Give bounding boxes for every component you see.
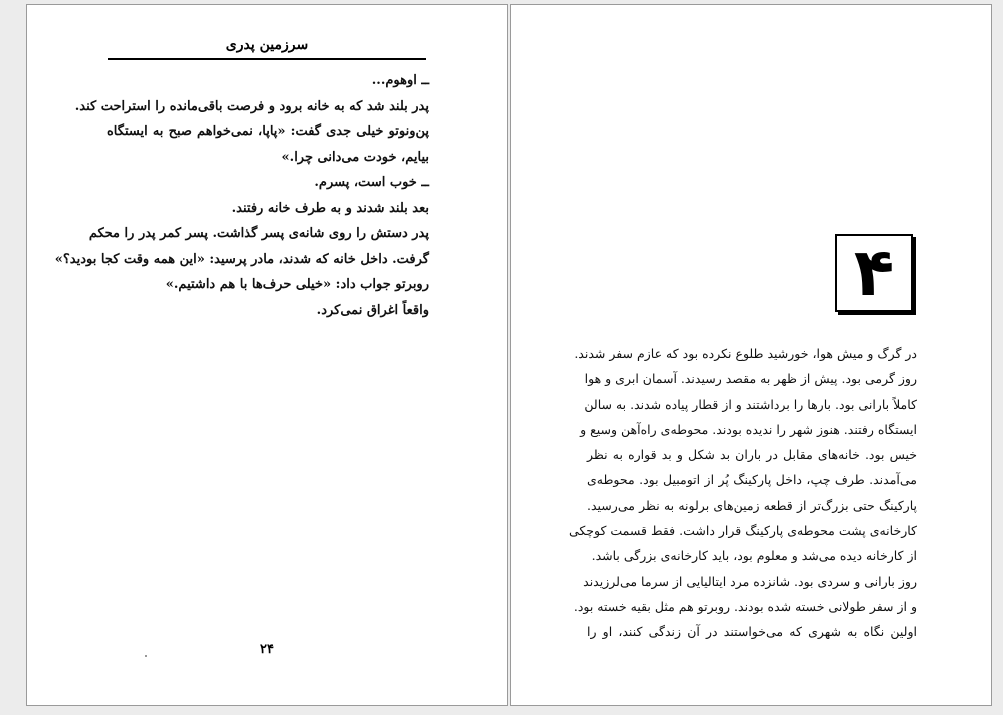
- text-line: پن‌ونوتو خیلی جدی گفت: «پاپا، نمی‌خواهم صبح به ایستگاه: [107, 124, 429, 139]
- text-line: کارخانه‌ی پشت محوطه‌ی پارکینگ قرار داشت. فقط قسمت کوچکی: [568, 523, 917, 539]
- text-line: اولین نگاه به شهری که می‌خواستند در آن زندگی کنند، او را: [587, 624, 917, 640]
- text-line: پارکینگ حتی بزرگ‌تر از قطعه زمین‌های برلونه به نظر می‌رسید.: [587, 497, 917, 513]
- chapter-number: ۴: [853, 234, 895, 311]
- text-line: پدر دستش را روی شانه‌ی پسر گذاشت. پسر کمر پدر را محکم: [88, 226, 429, 241]
- right-page: [510, 4, 992, 706]
- text-line: خیس بود. خانه‌های مقابل در باران بد شکل و بد قواره به نظر: [587, 447, 917, 463]
- left-page-text: [54, 68, 429, 323]
- text-line: در گرگ و میش هوا، خورشید طلوع نکرده بود که عازم سفر شدند.: [574, 346, 917, 361]
- header-rule: [108, 58, 426, 60]
- left-page: [26, 4, 508, 706]
- text-line: واقعاً اغراق نمی‌کرد.: [316, 302, 429, 318]
- text-line: بیایم، خودت می‌دانی چرا.»: [281, 149, 429, 165]
- chapter-number-box: [835, 234, 913, 312]
- text-line: روز گرمی بود. پیش از ظهر به مقصد رسیدند. آسمان ابری و هوا: [584, 371, 917, 387]
- text-line: ایستگاه رفتند. هنوز شهر را ندیده بودند. محوطه‌ی راه‌آهن وسیع و: [580, 421, 917, 437]
- text-line: پدر بلند شد که به خانه برود و فرصت باقی‌مانده را استراحت کند.: [74, 98, 429, 114]
- text-line: ــ خوب است، پسرم.: [314, 175, 429, 190]
- text-line: روز بارانی و سردی بود. شانزده مرد ایتالیایی از سرما می‌لرزیدند: [583, 573, 917, 589]
- text-line: بعد بلند شدند و به طرف خانه رفتند.: [231, 200, 429, 216]
- right-page-text: [568, 341, 917, 645]
- text-line: از کارخانه دیده می‌شد و معلوم بود، باید کارخانه‌ی بزرگی باشد.: [591, 548, 917, 564]
- text-line: ــ اوهوم...: [371, 73, 429, 88]
- text-line: گرفت. داخل خانه که شدند، مادر پرسید: «این همه وقت کجا بودید؟»: [54, 251, 429, 267]
- page-number: ۲۴: [260, 642, 274, 657]
- text-line: روبرتو جواب داد: «خیلی حرف‌ها با هم داشتیم.»: [165, 277, 429, 292]
- text-line: کاملاً بارانی بود. بارها را برداشتند و از قطار پیاده شدند. به سالن: [584, 396, 917, 412]
- text-line: می‌آمدند. طرف چپ، داخل پارکینگ پُر از اتومبیل بود. محوطه‌ی: [587, 472, 917, 488]
- text-line: و از سفر طولانی خسته شده بودند. روبرتو هم مثل بقیه خسته بود.: [573, 598, 917, 614]
- running-header-title: سرزمین پدری: [225, 37, 309, 53]
- speck: [145, 655, 147, 657]
